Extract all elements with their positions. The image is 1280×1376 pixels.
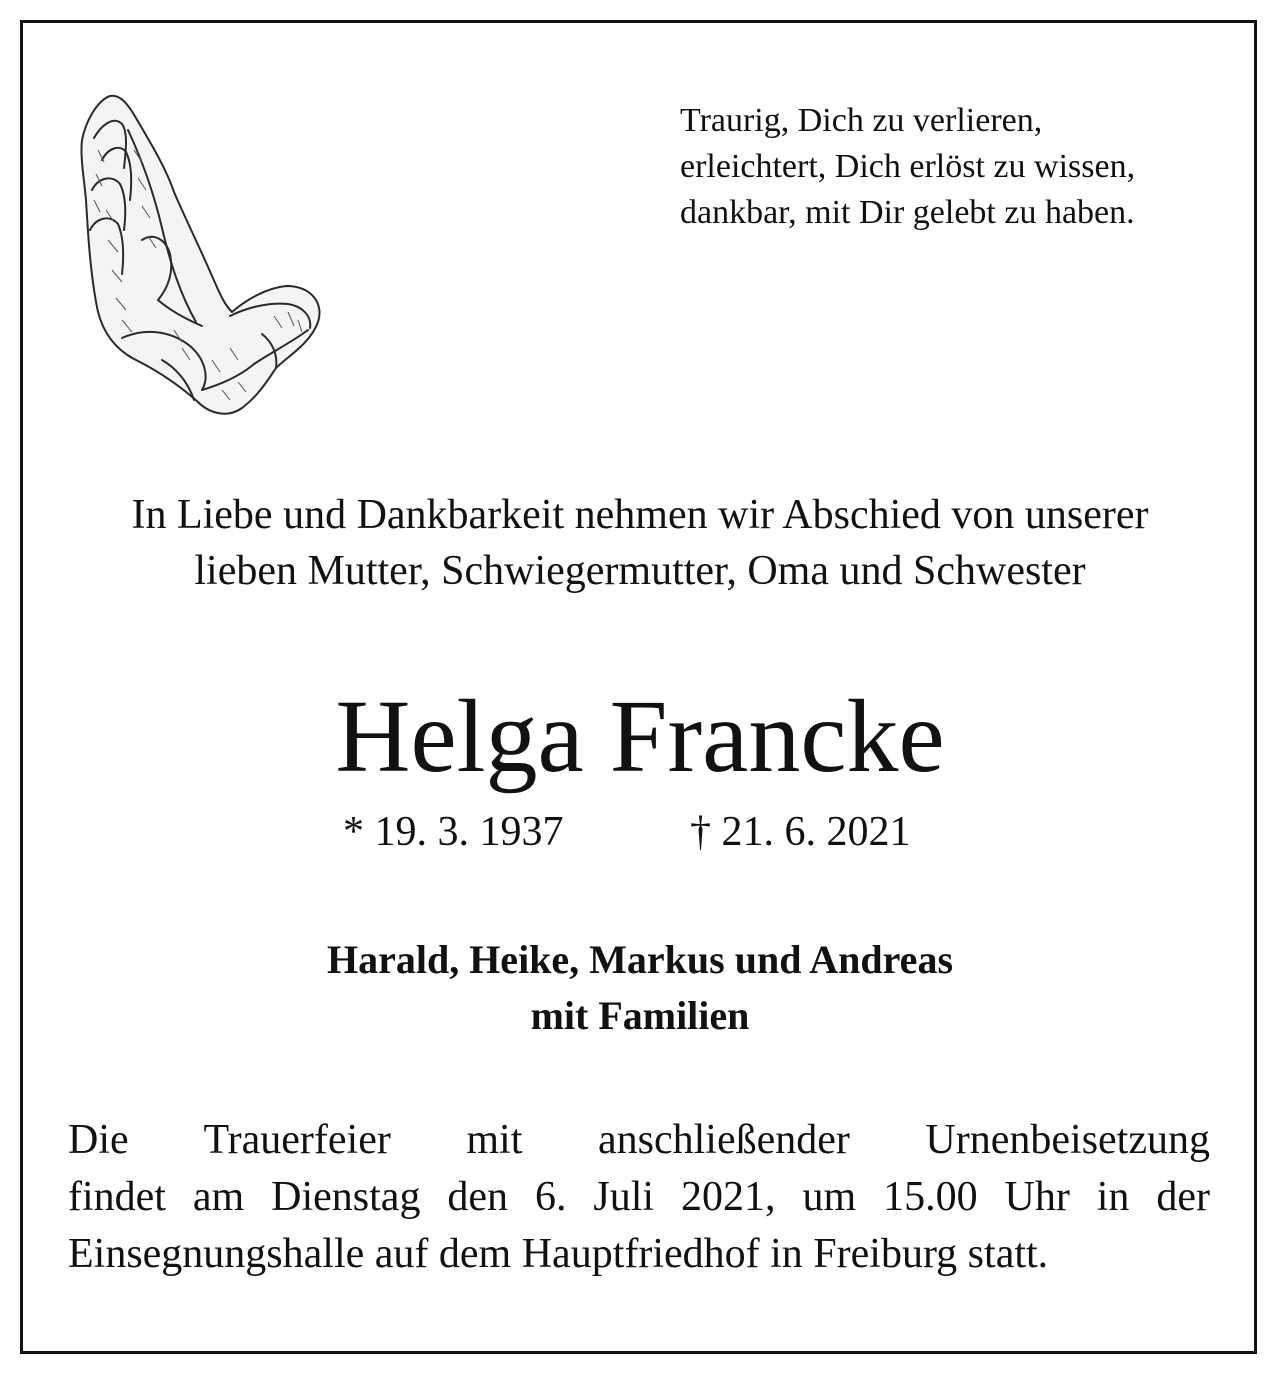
deceased-name: Helga Francke bbox=[335, 679, 945, 794]
intro-text bbox=[40, 487, 1240, 599]
service-line: Die Trauerfeier mit anschließender Urnenbeisetzung bbox=[68, 1117, 1210, 1163]
quote-line: dankbar, mit Dir gelebt zu haben. bbox=[680, 194, 1135, 231]
service-line: findet am Dienstag den 6. Juli 2021, um 15.00 Uhr in der bbox=[68, 1174, 1210, 1220]
family-line: mit Familien bbox=[530, 993, 750, 1038]
birth-date: * 19. 3. 1937 bbox=[343, 809, 564, 855]
praying-hands-icon bbox=[62, 90, 330, 420]
family-line: Harald, Heike, Markus und Andreas bbox=[326, 937, 954, 982]
death-date: † 21. 6. 2021 bbox=[690, 809, 911, 855]
service-info bbox=[68, 1112, 1210, 1283]
intro-line: In Liebe und Dankbarkeit nehmen wir Abschied von unserer bbox=[131, 492, 1149, 538]
service-line: Einsegnungshalle auf dem Hauptfriedhof in Freiburg statt. bbox=[68, 1231, 1049, 1277]
family-signature bbox=[40, 932, 1240, 1044]
quote-line: Traurig, Dich zu verlieren, bbox=[680, 102, 1043, 139]
intro-line: lieben Mutter, Schwiegermutter, Oma und Schwester bbox=[194, 548, 1086, 594]
quote-line: erleichtert, Dich erlöst zu wissen, bbox=[680, 148, 1136, 185]
quote-verse bbox=[680, 98, 1200, 236]
